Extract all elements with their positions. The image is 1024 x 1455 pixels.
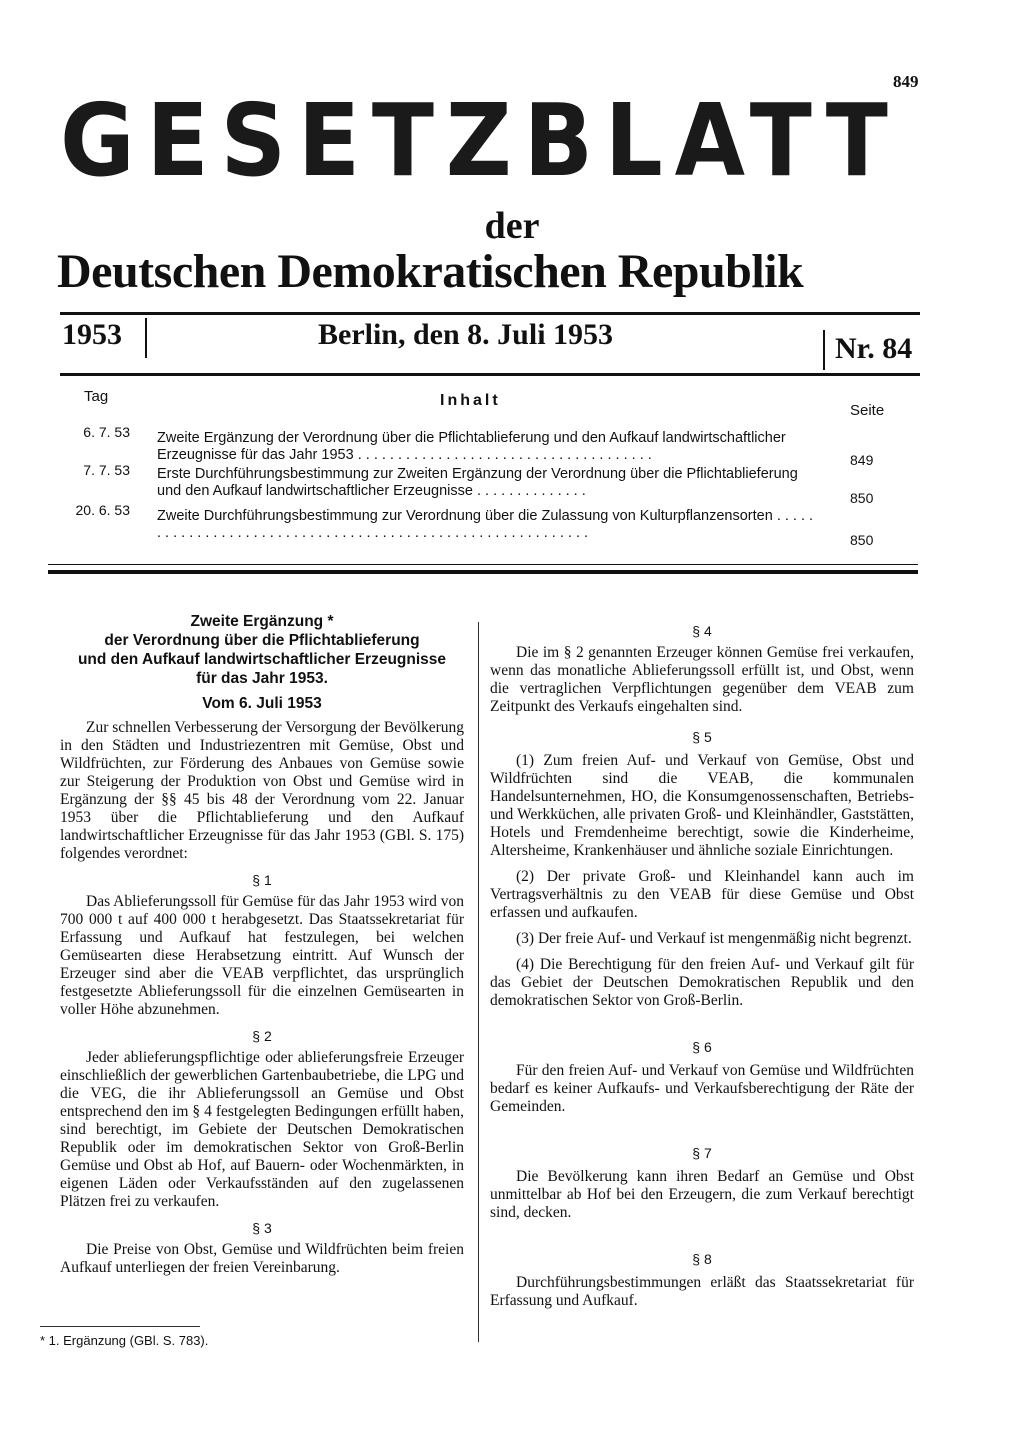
toc-entry-page: 850	[850, 532, 874, 548]
section-text: Für den freien Auf- und Verkauf von Gemüse und Wildfrüchten bedarf es keiner Aufkaufs- und Verkaufsberechtigung der Räte der Gemeinden.	[490, 1062, 914, 1115]
toc-seite-label: Seite	[850, 402, 885, 419]
toc-entry-page: 849	[850, 452, 874, 468]
column-divider	[478, 622, 479, 1342]
section-text: Das Ablieferungssoll für Gemüse für das Jahr 1953 wird von 700 000 t auf 400 000 t herabgesetzt. Das Staatssekretariat für Erfassung und Aufkauf hat festzulegen, bei welchen Gemüsearten diese Herabsetzung eintritt. Auf Wunsch der Erzeuger sind aber die VEAB verpflichtet, das ursprünglich festgesetzte Ablieferungssoll für die einzelnen Gemüsearten in voller Höhe abzunehmen.	[60, 893, 464, 1018]
section-text: (2) Der private Groß- und Kleinhandel kann auch im Vertragsverhältnis zu den VEAB für diese Gemüse und Obst erfassen und aufkaufen.	[490, 868, 914, 921]
section-heading: § 4	[692, 623, 712, 639]
toc-entry-title: Zweite Durchführungsbestimmung zur Verordnung über die Zulassung von Kulturpflanzensorten . . . . . . . . . . . . . . . . . . . . . . . . . . . . . . . . . . . . . . . . . . . . . . . . . . . . . . . . . . .	[157, 508, 814, 541]
section-heading: § 5	[692, 729, 712, 745]
article-heading-line-3: und den Aufkauf landwirtschaftlicher Erzeugnisse	[77, 651, 447, 668]
section-text: (3) Der freie Auf- und Verkauf ist mengenmäßig nicht begrenzt.	[516, 930, 912, 947]
section-text: Jeder ablieferungspflichtige oder ablieferungsfreie Erzeuger einschließlich der gewerblichen Gartenbaubetriebe, die LPG und die VEG, die ihr Ablieferungssoll an Gemüse und Obst entsprechend den im § 4 festgelegten Bedingungen erfüllt haben, sind berechtigt, im Gebiete der Deutschen Demokratischen Republik oder im demokratischen Sektor von Groß-Berlin Gemüse und Obst ab Hof, auf Bauern- oder Wochenmärkten, in eigenen Läden oder Verkaufsständen auf den zugelassenen Plätzen frei zu verkaufen.	[60, 1049, 464, 1210]
footnote: * 1. Ergänzung (GBl. S. 783).	[40, 1333, 209, 1348]
article-date-line: Vom 6. Juli 1953	[202, 695, 322, 712]
article-heading-line-4: für das Jahr 1953.	[196, 670, 328, 687]
page-number: 849	[893, 72, 919, 91]
masthead-title: GESETZBLATT	[60, 82, 900, 199]
toc-inhalt-label: Inhalt	[440, 392, 501, 409]
section-text: (4) Die Berechtigung für den freien Auf- und Verkauf gilt für das Gebiet der Deutschen Demokratischen Republik und den demokratischen Sektor von Groß-Berlin.	[490, 956, 914, 1009]
masthead-subtitle-republic: Deutschen Demokratischen Republik	[57, 245, 804, 298]
right-column	[490, 622, 914, 1310]
section-heading: § 6	[692, 1039, 712, 1055]
issue-divider-right	[823, 330, 825, 370]
issue-place-date: Berlin, den 8. Juli 1953	[318, 318, 614, 351]
toc-entry-date: 20. 6. 53	[75, 502, 130, 518]
toc-tag-label: Tag	[84, 388, 109, 405]
article-preamble: Zur schnellen Verbesserung der Versorgung der Bevölkerung in den Städten und Industriezentren mit Gemüse, Obst und Wildfrüchten, zur Förderung des Anbaues von Gemüse sowie zur Steigerung der Produktion von Obst und Gemüse wird in Ergänzung der §§ 45 bis 48 der Verordnung vom 22. Januar 1953 über die Pflichtablieferung und den Aufkauf landwirtschaftlicher Erzeugnisse für das Jahr 1953 (GBl. S. 175) folgendes verordnet:	[60, 719, 464, 862]
toc-entry-date: 6. 7. 53	[83, 424, 130, 440]
issue-divider-left	[145, 318, 147, 358]
issue-rule-top	[60, 312, 920, 315]
section-heading: § 3	[252, 1220, 272, 1236]
section-heading: § 2	[252, 1028, 272, 1044]
section-text: Durchführungsbestimmungen erläßt das Staatssekretariat für Erfassung und Aufkauf.	[490, 1274, 914, 1309]
issue-number: Nr. 84	[835, 332, 913, 365]
issue-rule-bottom	[60, 373, 920, 376]
section-text: Die im § 2 genannten Erzeuger können Gemüse frei verkaufen, wenn das monatliche Ablieferungssoll erfüllt ist, und Obst, wenn die vertraglichen Verpflichtungen gegenüber dem VEAB zum Zeitpunkt des Verkaufs eingehalten sind.	[490, 644, 914, 715]
section-heading: § 7	[692, 1145, 712, 1161]
left-column	[60, 612, 464, 1277]
masthead-subtitle-der: der	[484, 205, 540, 247]
toc-rule-thin	[48, 564, 918, 565]
toc-entry-page: 850	[850, 490, 874, 506]
toc-rule-thick	[48, 570, 918, 574]
article-heading-line-1: Zweite Ergänzung *	[190, 613, 334, 630]
issue-year: 1953	[62, 318, 122, 351]
section-heading: § 1	[252, 872, 272, 888]
article-heading-line-2: der Verordnung über die Pflichtablieferung	[104, 632, 420, 649]
footnote-rule	[40, 1326, 200, 1327]
section-text: (1) Zum freien Auf- und Verkauf von Gemüse, Obst und Wildfrüchten sind die VEAB, die kommunalen Handelsunternehmen, HO, die Konsumgenossenschaften, Betriebs- und Werkküchen, alle privaten Groß- und Kleinhändler, Gaststätten, Hotels und Fremdenheime berechtigt, sowie die Kinderheime, Altersheime, Krankenhäuser und ähnliche soziale Einrichtungen.	[490, 752, 914, 859]
toc-entry-title: Erste Durchführungsbestimmung zur Zweiten Ergänzung der Verordnung über die Pflichtablieferung und den Aufkauf landwirtschaftlicher Erzeugnisse . . . . . . . . . . . . . .	[157, 466, 798, 499]
toc-entry-title: Zweite Ergänzung der Verordnung über die Pflichtablieferung und den Aufkauf landwirtschaftlicher Erzeugnisse für das Jahr 1953 . . . . . . . . . . . . . . . . . . . . . . . . . . . . . . . . . . . . .	[157, 430, 786, 463]
toc-entry-date: 7. 7. 53	[83, 462, 130, 478]
section-text: Die Preise von Obst, Gemüse und Wildfrüchten beim freien Aufkauf unterliegen der freien Vereinbarung.	[60, 1241, 464, 1276]
section-heading: § 8	[692, 1251, 712, 1267]
section-text: Die Bevölkerung kann ihren Bedarf an Gemüse und Obst unmittelbar ab Hof bei den Erzeugern, die zum Verkauf berechtigt sind, decken.	[490, 1168, 914, 1221]
